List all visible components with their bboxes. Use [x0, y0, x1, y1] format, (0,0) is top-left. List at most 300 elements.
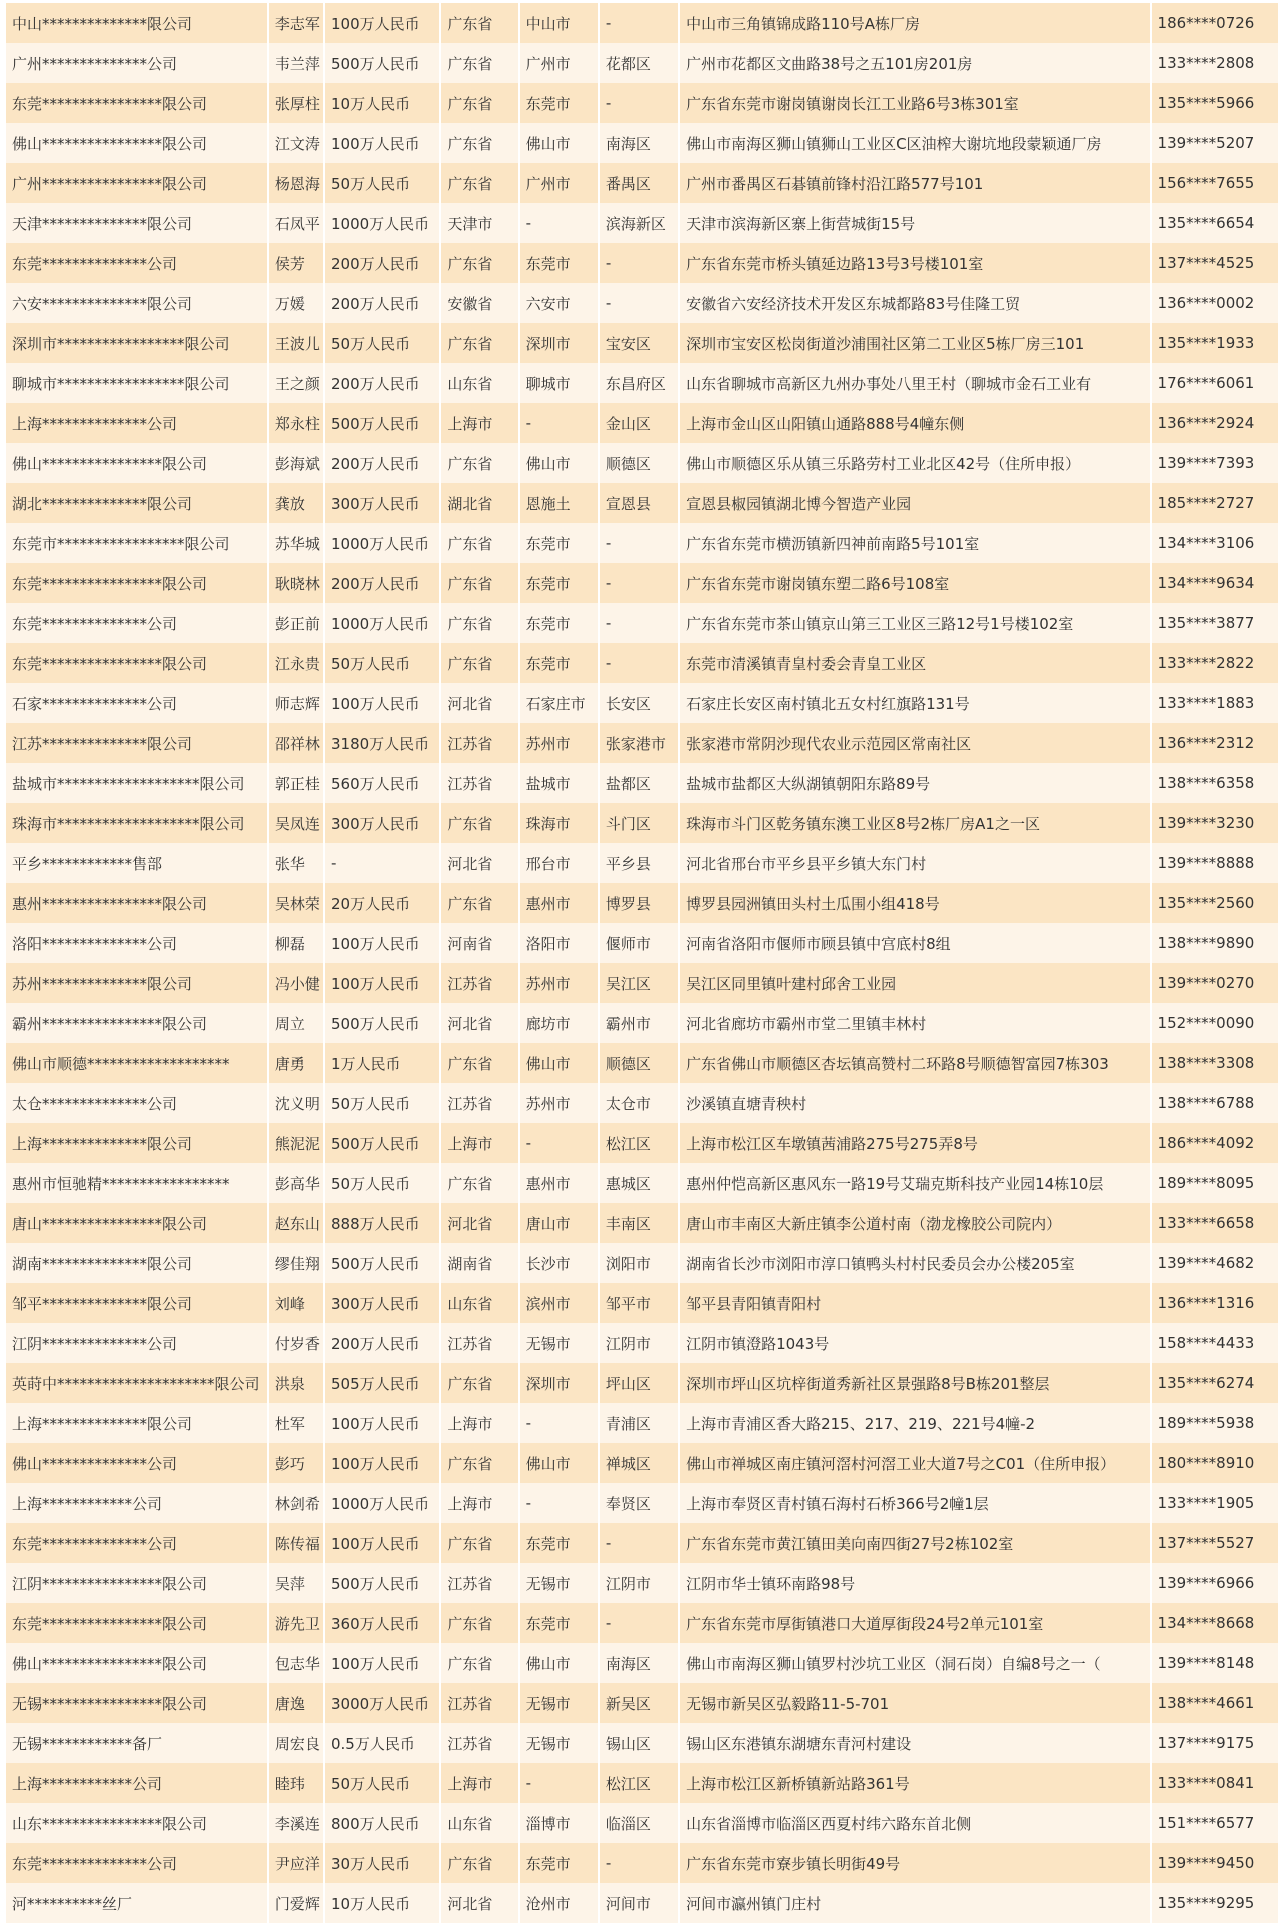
- address-cell: 中山市三角镇锦成路110号A栋厂房: [680, 3, 1149, 43]
- city-cell: 中山市: [520, 3, 598, 43]
- district-cell: 顺德区: [600, 1043, 678, 1083]
- address-cell: 深圳市宝安区松岗街道沙浦围社区第二工业区5栋厂房三101: [680, 323, 1149, 363]
- registered-capital-cell: 200万人民币: [325, 1323, 439, 1363]
- table-row: [6, 963, 1278, 1003]
- province-cell: 广东省: [441, 163, 517, 203]
- city-cell: 惠州市: [520, 1163, 598, 1203]
- province-cell: 上海市: [441, 1763, 517, 1803]
- company-name-cell: 江阴****************限公司: [6, 1563, 267, 1603]
- address-cell: 唐山市丰南区大新庄镇李公道村南（渤龙橡胶公司院内）: [680, 1203, 1149, 1243]
- city-cell: -: [520, 1763, 598, 1803]
- company-name-cell: 广州****************限公司: [6, 163, 267, 203]
- legal-person-cell: 唐逸: [269, 1683, 323, 1723]
- address-cell: 深圳市坪山区坑梓街道秀新社区景强路8号B栋201整层: [680, 1363, 1149, 1403]
- province-cell: 广东省: [441, 83, 517, 123]
- district-cell: 惠城区: [600, 1163, 678, 1203]
- phone-cell: 139****6966: [1152, 1563, 1278, 1603]
- phone-cell: 139****7393: [1152, 443, 1278, 483]
- district-cell: 太仓市: [600, 1083, 678, 1123]
- table-row: [6, 1843, 1278, 1883]
- address-cell: 广州市番禺区石碁镇前锋村沿江路577号101: [680, 163, 1149, 203]
- registered-capital-cell: 100万人民币: [325, 3, 439, 43]
- table-row: [6, 1883, 1278, 1923]
- table-row: [6, 1123, 1278, 1163]
- legal-person-cell: 江文涛: [269, 123, 323, 163]
- company-name-cell: 佛山**************公司: [6, 1443, 267, 1483]
- company-name-cell: 东莞****************限公司: [6, 643, 267, 683]
- company-name-cell: 上海**************限公司: [6, 1403, 267, 1443]
- company-name-cell: 天津**************限公司: [6, 203, 267, 243]
- address-cell: 上海市青浦区香大路215、217、219、221号4幢-2: [680, 1403, 1149, 1443]
- table-row: [6, 83, 1278, 123]
- province-cell: 广东省: [441, 563, 517, 603]
- registered-capital-cell: 10万人民币: [325, 83, 439, 123]
- table-row: [6, 1643, 1278, 1683]
- district-cell: 江阴市: [600, 1323, 678, 1363]
- legal-person-cell: 周立: [269, 1003, 323, 1043]
- district-cell: -: [600, 83, 678, 123]
- phone-cell: 185****2727: [1152, 483, 1278, 523]
- legal-person-cell: 杜军: [269, 1403, 323, 1443]
- district-cell: 新吴区: [600, 1683, 678, 1723]
- registered-capital-cell: 1万人民币: [325, 1043, 439, 1083]
- district-cell: 松江区: [600, 1123, 678, 1163]
- phone-cell: 136****0002: [1152, 283, 1278, 323]
- address-cell: 石家庄长安区南村镇北五女村红旗路131号: [680, 683, 1149, 723]
- address-cell: 广东省东莞市谢岗镇谢岗长江工业路6号3栋301室: [680, 83, 1149, 123]
- district-cell: 江阴市: [600, 1563, 678, 1603]
- legal-person-cell: 龚放: [269, 483, 323, 523]
- address-cell: 安徽省六安经济技术开发区东城都路83号佳隆工贸: [680, 283, 1149, 323]
- phone-cell: 134****9634: [1152, 563, 1278, 603]
- legal-person-cell: 睦玮: [269, 1763, 323, 1803]
- table-row: [6, 123, 1278, 163]
- registered-capital-cell: 500万人民币: [325, 1243, 439, 1283]
- phone-cell: 139****0270: [1152, 963, 1278, 1003]
- address-cell: 河北省邢台市平乡县平乡镇大东门村: [680, 843, 1149, 883]
- district-cell: 临淄区: [600, 1803, 678, 1843]
- province-cell: 广东省: [441, 43, 517, 83]
- city-cell: 广州市: [520, 163, 598, 203]
- table-row: [6, 1443, 1278, 1483]
- table-row: [6, 523, 1278, 563]
- province-cell: 河北省: [441, 1203, 517, 1243]
- address-cell: 佛山市顺德区乐从镇三乐路劳村工业北区42号（住所申报）: [680, 443, 1149, 483]
- phone-cell: 189****8095: [1152, 1163, 1278, 1203]
- table-row: [6, 43, 1278, 83]
- company-name-cell: 霸州****************限公司: [6, 1003, 267, 1043]
- company-name-cell: 平乡************售部: [6, 843, 267, 883]
- phone-cell: 139****8148: [1152, 1643, 1278, 1683]
- legal-person-cell: 包志华: [269, 1643, 323, 1683]
- company-name-cell: 江苏**************限公司: [6, 723, 267, 763]
- phone-cell: 133****6658: [1152, 1203, 1278, 1243]
- legal-person-cell: 周宏良: [269, 1723, 323, 1763]
- address-cell: 博罗县园洲镇田头村土瓜围小组418号: [680, 883, 1149, 923]
- phone-cell: 133****2822: [1152, 643, 1278, 683]
- address-cell: 河南省洛阳市偃师市顾县镇中宫底村8组: [680, 923, 1149, 963]
- legal-person-cell: 郑永柱: [269, 403, 323, 443]
- address-cell: 盐城市盐都区大纵湖镇朝阳东路89号: [680, 763, 1149, 803]
- city-cell: 长沙市: [520, 1243, 598, 1283]
- phone-cell: 133****1905: [1152, 1483, 1278, 1523]
- company-name-cell: 聊城市*****************限公司: [6, 363, 267, 403]
- district-cell: 南海区: [600, 123, 678, 163]
- province-cell: 江苏省: [441, 1083, 517, 1123]
- address-cell: 湖南省长沙市浏阳市淳口镇鸭头村村民委员会办公楼205室: [680, 1243, 1149, 1283]
- address-cell: 广东省东莞市黄江镇田美向南四街27号2栋102室: [680, 1523, 1149, 1563]
- phone-cell: 186****0726: [1152, 3, 1278, 43]
- legal-person-cell: 万媛: [269, 283, 323, 323]
- district-cell: 张家港市: [600, 723, 678, 763]
- province-cell: 河南省: [441, 923, 517, 963]
- address-cell: 无锡市新吴区弘毅路11-5-701: [680, 1683, 1149, 1723]
- district-cell: -: [600, 523, 678, 563]
- legal-person-cell: 洪泉: [269, 1363, 323, 1403]
- district-cell: 青浦区: [600, 1403, 678, 1443]
- table-row: [6, 883, 1278, 923]
- city-cell: 聊城市: [520, 363, 598, 403]
- company-name-cell: 惠州市恒驰精*****************: [6, 1163, 267, 1203]
- registered-capital-cell: 30万人民币: [325, 1843, 439, 1883]
- address-cell: 广东省东莞市厚街镇港口大道厚街段24号2单元101室: [680, 1603, 1149, 1643]
- district-cell: -: [600, 1523, 678, 1563]
- table-row: [6, 1163, 1278, 1203]
- district-cell: 松江区: [600, 1763, 678, 1803]
- province-cell: 山东省: [441, 363, 517, 403]
- table-row: [6, 443, 1278, 483]
- phone-cell: 139****5207: [1152, 123, 1278, 163]
- legal-person-cell: 彭正前: [269, 603, 323, 643]
- registered-capital-cell: 10万人民币: [325, 1883, 439, 1923]
- company-name-cell: 上海************公司: [6, 1483, 267, 1523]
- phone-cell: 137****9175: [1152, 1723, 1278, 1763]
- registered-capital-cell: 1000万人民币: [325, 603, 439, 643]
- phone-cell: 138****6358: [1152, 763, 1278, 803]
- phone-cell: 137****4525: [1152, 243, 1278, 283]
- table-row: [6, 603, 1278, 643]
- phone-cell: 134****3106: [1152, 523, 1278, 563]
- table-row: [6, 1523, 1278, 1563]
- district-cell: 河间市: [600, 1883, 678, 1923]
- table-row: [6, 1403, 1278, 1443]
- company-name-cell: 惠州****************限公司: [6, 883, 267, 923]
- registered-capital-cell: 100万人民币: [325, 1443, 439, 1483]
- district-cell: 斗门区: [600, 803, 678, 843]
- city-cell: 廊坊市: [520, 1003, 598, 1043]
- city-cell: 恩施土: [520, 483, 598, 523]
- legal-person-cell: 苏华城: [269, 523, 323, 563]
- legal-person-cell: 尹应洋: [269, 1843, 323, 1883]
- city-cell: 惠州市: [520, 883, 598, 923]
- phone-cell: 136****1316: [1152, 1283, 1278, 1323]
- address-cell: 河北省廊坊市霸州市堂二里镇丰林村: [680, 1003, 1149, 1043]
- province-cell: 江苏省: [441, 1563, 517, 1603]
- district-cell: -: [600, 643, 678, 683]
- city-cell: 盐城市: [520, 763, 598, 803]
- registered-capital-cell: 300万人民币: [325, 483, 439, 523]
- city-cell: -: [520, 203, 598, 243]
- city-cell: 广州市: [520, 43, 598, 83]
- legal-person-cell: 付岁香: [269, 1323, 323, 1363]
- registered-capital-cell: 3180万人民币: [325, 723, 439, 763]
- table-row: [6, 763, 1278, 803]
- company-name-cell: 六安**************限公司: [6, 283, 267, 323]
- address-cell: 广东省东莞市谢岗镇东塑二路6号108室: [680, 563, 1149, 603]
- district-cell: 禅城区: [600, 1443, 678, 1483]
- district-cell: 奉贤区: [600, 1483, 678, 1523]
- district-cell: -: [600, 283, 678, 323]
- table-row: [6, 1603, 1278, 1643]
- registered-capital-cell: 1000万人民币: [325, 1483, 439, 1523]
- legal-person-cell: 吴凤连: [269, 803, 323, 843]
- district-cell: 邹平市: [600, 1283, 678, 1323]
- address-cell: 广州市花都区文曲路38号之五101房201房: [680, 43, 1149, 83]
- legal-person-cell: 李溪连: [269, 1803, 323, 1843]
- province-cell: 广东省: [441, 123, 517, 163]
- phone-cell: 133****1883: [1152, 683, 1278, 723]
- phone-cell: 136****2312: [1152, 723, 1278, 763]
- address-cell: 张家港市常阴沙现代农业示范园区常南社区: [680, 723, 1149, 763]
- phone-cell: 139****9450: [1152, 1843, 1278, 1883]
- legal-person-cell: 张华: [269, 843, 323, 883]
- company-name-cell: 江阴**************公司: [6, 1323, 267, 1363]
- address-cell: 沙溪镇直塘青秧村: [680, 1083, 1149, 1123]
- registered-capital-cell: 100万人民币: [325, 683, 439, 723]
- province-cell: 安徽省: [441, 283, 517, 323]
- company-name-cell: 盐城市*******************限公司: [6, 763, 267, 803]
- address-cell: 上海市奉贤区青村镇石海村石桥366号2幢1层: [680, 1483, 1149, 1523]
- province-cell: 广东省: [441, 1043, 517, 1083]
- address-cell: 山东省聊城市高新区九州办事处八里王村（聊城市金石工业有: [680, 363, 1149, 403]
- address-cell: 佛山市南海区狮山镇罗村沙坑工业区（洞石岗）自编8号之一（: [680, 1643, 1149, 1683]
- city-cell: 东莞市: [520, 243, 598, 283]
- province-cell: 上海市: [441, 1483, 517, 1523]
- company-name-cell: 东莞**************公司: [6, 243, 267, 283]
- registered-capital-cell: 50万人民币: [325, 323, 439, 363]
- phone-cell: 133****0841: [1152, 1763, 1278, 1803]
- company-name-cell: 唐山****************限公司: [6, 1203, 267, 1243]
- legal-person-cell: 冯小健: [269, 963, 323, 1003]
- company-name-cell: 英莳中*********************限公司: [6, 1363, 267, 1403]
- table-row: [6, 923, 1278, 963]
- city-cell: 沧州市: [520, 1883, 598, 1923]
- registered-capital-cell: 800万人民币: [325, 1803, 439, 1843]
- legal-person-cell: 游先卫: [269, 1603, 323, 1643]
- city-cell: 无锡市: [520, 1723, 598, 1763]
- company-name-cell: 佛山****************限公司: [6, 123, 267, 163]
- address-cell: 江阴市镇澄路1043号: [680, 1323, 1149, 1363]
- province-cell: 上海市: [441, 1123, 517, 1163]
- district-cell: 坪山区: [600, 1363, 678, 1403]
- registered-capital-cell: 50万人民币: [325, 1763, 439, 1803]
- company-table: [4, 3, 1280, 1923]
- city-cell: 无锡市: [520, 1683, 598, 1723]
- district-cell: -: [600, 1603, 678, 1643]
- table-row: [6, 563, 1278, 603]
- legal-person-cell: 吴林荣: [269, 883, 323, 923]
- company-name-cell: 佛山市顺德*******************: [6, 1043, 267, 1083]
- company-name-cell: 山东****************限公司: [6, 1803, 267, 1843]
- district-cell: 宣恩县: [600, 483, 678, 523]
- company-name-cell: 东莞****************限公司: [6, 83, 267, 123]
- legal-person-cell: 彭高华: [269, 1163, 323, 1203]
- city-cell: 佛山市: [520, 123, 598, 163]
- registered-capital-cell: 50万人民币: [325, 643, 439, 683]
- city-cell: 佛山市: [520, 1443, 598, 1483]
- city-cell: 邢台市: [520, 843, 598, 883]
- address-cell: 锡山区东港镇东湖塘东青河村建设: [680, 1723, 1149, 1763]
- company-name-cell: 中山**************限公司: [6, 3, 267, 43]
- province-cell: 河北省: [441, 1003, 517, 1043]
- address-cell: 山东省淄博市临淄区西夏村纬六路东首北侧: [680, 1803, 1149, 1843]
- city-cell: 东莞市: [520, 1843, 598, 1883]
- city-cell: 佛山市: [520, 1043, 598, 1083]
- legal-person-cell: 彭海斌: [269, 443, 323, 483]
- district-cell: 番禺区: [600, 163, 678, 203]
- district-cell: 宝安区: [600, 323, 678, 363]
- province-cell: 河北省: [441, 1883, 517, 1923]
- company-name-cell: 无锡************备厂: [6, 1723, 267, 1763]
- registered-capital-cell: 200万人民币: [325, 443, 439, 483]
- phone-cell: 137****5527: [1152, 1523, 1278, 1563]
- address-cell: 东莞市清溪镇青皇村委会青皇工业区: [680, 643, 1149, 683]
- phone-cell: 156****7655: [1152, 163, 1278, 203]
- address-cell: 珠海市斗门区乾务镇东澳工业区8号2栋厂房A1之一区: [680, 803, 1149, 843]
- company-name-cell: 珠海市*******************限公司: [6, 803, 267, 843]
- city-cell: -: [520, 1123, 598, 1163]
- city-cell: 无锡市: [520, 1563, 598, 1603]
- address-cell: 河间市瀛州镇门庄村: [680, 1883, 1149, 1923]
- registered-capital-cell: 500万人民币: [325, 403, 439, 443]
- company-name-cell: 洛阳**************公司: [6, 923, 267, 963]
- registered-capital-cell: 560万人民币: [325, 763, 439, 803]
- table-row: [6, 1243, 1278, 1283]
- address-cell: 广东省东莞市桥头镇延边路13号3号楼101室: [680, 243, 1149, 283]
- district-cell: 滨海新区: [600, 203, 678, 243]
- legal-person-cell: 邵祥林: [269, 723, 323, 763]
- province-cell: 广东省: [441, 1443, 517, 1483]
- district-cell: -: [600, 243, 678, 283]
- company-name-cell: 上海**************公司: [6, 403, 267, 443]
- company-name-cell: 河**********丝厂: [6, 1883, 267, 1923]
- legal-person-cell: 沈义明: [269, 1083, 323, 1123]
- city-cell: 佛山市: [520, 443, 598, 483]
- legal-person-cell: 郭正桂: [269, 763, 323, 803]
- company-name-cell: 上海**************限公司: [6, 1123, 267, 1163]
- company-name-cell: 东莞**************公司: [6, 1523, 267, 1563]
- registered-capital-cell: 200万人民币: [325, 363, 439, 403]
- legal-person-cell: 杨恩海: [269, 163, 323, 203]
- phone-cell: 139****4682: [1152, 1243, 1278, 1283]
- legal-person-cell: 林剑希: [269, 1483, 323, 1523]
- province-cell: 广东省: [441, 1843, 517, 1883]
- city-cell: 东莞市: [520, 603, 598, 643]
- city-cell: 无锡市: [520, 1323, 598, 1363]
- table-row: [6, 363, 1278, 403]
- city-cell: 佛山市: [520, 1643, 598, 1683]
- table-row: [6, 483, 1278, 523]
- table-row: [6, 283, 1278, 323]
- district-cell: 平乡县: [600, 843, 678, 883]
- registered-capital-cell: 300万人民币: [325, 1283, 439, 1323]
- address-cell: 佛山市南海区狮山镇狮山工业区C区油榨大谢坑地段蒙颖通厂房: [680, 123, 1149, 163]
- city-cell: 洛阳市: [520, 923, 598, 963]
- registered-capital-cell: -: [325, 843, 439, 883]
- city-cell: 苏州市: [520, 963, 598, 1003]
- company-name-cell: 东莞市*****************限公司: [6, 523, 267, 563]
- province-cell: 河北省: [441, 843, 517, 883]
- city-cell: 石家庄市: [520, 683, 598, 723]
- city-cell: 东莞市: [520, 643, 598, 683]
- province-cell: 广东省: [441, 603, 517, 643]
- phone-cell: 135****1933: [1152, 323, 1278, 363]
- address-cell: 上海市松江区新桥镇新站路361号: [680, 1763, 1149, 1803]
- address-cell: 上海市松江区车墩镇茜浦路275号275弄8号: [680, 1123, 1149, 1163]
- table-row: [6, 803, 1278, 843]
- table-row: [6, 1083, 1278, 1123]
- province-cell: 广东省: [441, 323, 517, 363]
- company-name-cell: 石家**************公司: [6, 683, 267, 723]
- district-cell: 盐都区: [600, 763, 678, 803]
- phone-cell: 138****9890: [1152, 923, 1278, 963]
- phone-cell: 133****2808: [1152, 43, 1278, 83]
- company-name-cell: 佛山****************限公司: [6, 443, 267, 483]
- phone-cell: 180****8910: [1152, 1443, 1278, 1483]
- province-cell: 湖南省: [441, 1243, 517, 1283]
- address-cell: 佛山市禅城区南庄镇河滘村河滘工业大道7号之C01（住所申报）: [680, 1443, 1149, 1483]
- table-row: [6, 1323, 1278, 1363]
- legal-person-cell: 石凤平: [269, 203, 323, 243]
- province-cell: 上海市: [441, 403, 517, 443]
- phone-cell: 138****4661: [1152, 1683, 1278, 1723]
- company-name-cell: 苏州**************限公司: [6, 963, 267, 1003]
- province-cell: 河北省: [441, 683, 517, 723]
- city-cell: 唐山市: [520, 1203, 598, 1243]
- registered-capital-cell: 100万人民币: [325, 1643, 439, 1683]
- table-row: [6, 1683, 1278, 1723]
- district-cell: 博罗县: [600, 883, 678, 923]
- company-name-cell: 无锡****************限公司: [6, 1683, 267, 1723]
- district-cell: 东昌府区: [600, 363, 678, 403]
- table-row: [6, 1283, 1278, 1323]
- registered-capital-cell: 20万人民币: [325, 883, 439, 923]
- legal-person-cell: 张厚柱: [269, 83, 323, 123]
- province-cell: 广东省: [441, 1523, 517, 1563]
- legal-person-cell: 赵东山: [269, 1203, 323, 1243]
- province-cell: 江苏省: [441, 723, 517, 763]
- table-body: [6, 3, 1278, 1923]
- province-cell: 江苏省: [441, 1683, 517, 1723]
- district-cell: 锡山区: [600, 1723, 678, 1763]
- company-name-cell: 东莞****************限公司: [6, 563, 267, 603]
- province-cell: 广东省: [441, 1603, 517, 1643]
- registered-capital-cell: 100万人民币: [325, 123, 439, 163]
- address-cell: 吴江区同里镇叶建村邱舍工业园: [680, 963, 1149, 1003]
- legal-person-cell: 江永贵: [269, 643, 323, 683]
- district-cell: -: [600, 3, 678, 43]
- company-name-cell: 东莞****************限公司: [6, 1603, 267, 1643]
- table-row: [6, 203, 1278, 243]
- legal-person-cell: 耿晓林: [269, 563, 323, 603]
- company-name-cell: 湖南**************限公司: [6, 1243, 267, 1283]
- registered-capital-cell: 500万人民币: [325, 1003, 439, 1043]
- registered-capital-cell: 100万人民币: [325, 963, 439, 1003]
- registered-capital-cell: 50万人民币: [325, 163, 439, 203]
- company-name-cell: 上海************公司: [6, 1763, 267, 1803]
- company-name-cell: 佛山****************限公司: [6, 1643, 267, 1683]
- registered-capital-cell: 1000万人民币: [325, 203, 439, 243]
